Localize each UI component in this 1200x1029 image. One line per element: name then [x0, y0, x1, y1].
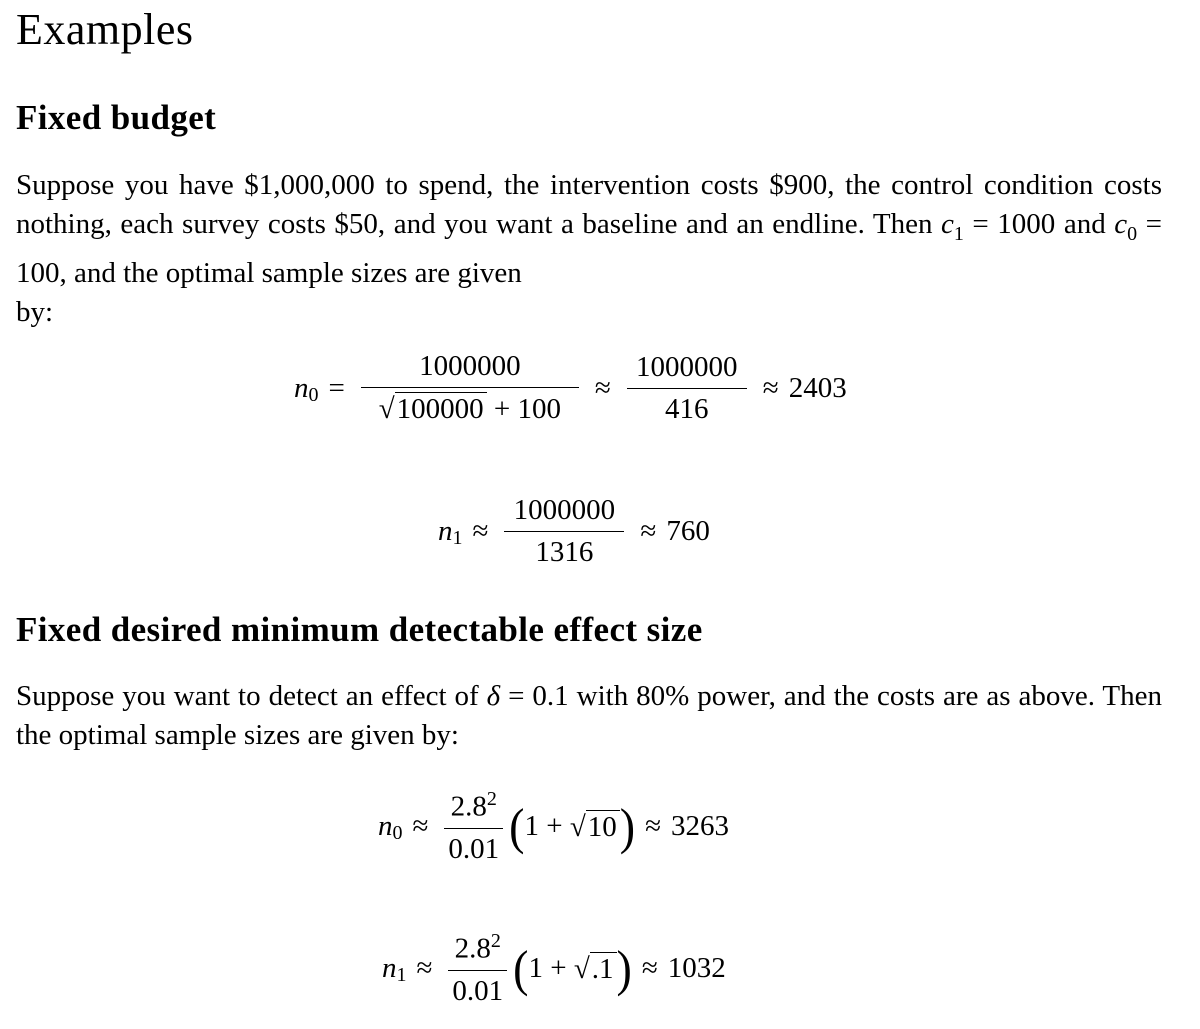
eq-relation: ≈: [645, 810, 662, 843]
sqrt-radicand: 100000: [395, 392, 487, 426]
sqrt-icon: √: [573, 952, 590, 985]
eq-result: 760: [666, 515, 710, 547]
paren-open: (: [509, 798, 525, 855]
sqrt: [379, 392, 487, 426]
section-heading-fixed-mde: Fixed desired minimum detectable effect size: [16, 610, 703, 649]
eq-lhs-var: n: [378, 810, 393, 843]
eq-lhs-var: n: [294, 371, 309, 404]
fraction: [448, 930, 507, 1008]
sqrt-radicand: .1: [590, 952, 617, 986]
fraction-denominator: 0.01: [444, 828, 503, 866]
var-c: c: [1114, 208, 1128, 240]
eq-result: 2403: [788, 371, 847, 404]
denominator-rest: + 100: [486, 393, 561, 425]
var-c: c: [941, 208, 954, 240]
eq-lhs-var: n: [438, 515, 453, 547]
para-line: endline. Then: [772, 208, 942, 240]
page-title: Examples: [16, 5, 194, 54]
para-line: condition costs nothing, each survey costs $50, and you want a baseline and an: [16, 169, 1163, 240]
sqrt-icon: √: [378, 393, 395, 425]
fraction-denominator: 1316: [504, 531, 624, 569]
eq-lhs-sub: 1: [396, 964, 407, 987]
para-text: = 0.1 with 80% power, and the costs: [500, 680, 936, 712]
paragraph-fixed-budget: [16, 166, 1162, 332]
equation-n1-budget: [438, 494, 710, 569]
para-line: by:: [16, 295, 54, 328]
para-text: = 1000 and: [963, 208, 1115, 240]
fraction-denominator: 0.01: [448, 970, 507, 1008]
sqrt: [574, 952, 617, 986]
numerator-base: 2.8: [454, 932, 491, 965]
var-sub: 1: [953, 222, 964, 245]
eq-relation: ≈: [640, 515, 657, 547]
equation-n0-mde: [378, 788, 729, 866]
eq-lhs-sub: 0: [308, 383, 319, 406]
fraction-numerator: [451, 930, 505, 970]
numerator-exponent: 2: [490, 930, 501, 952]
eq-relation: ≈: [412, 810, 429, 843]
eq-result: 1032: [667, 952, 726, 985]
eq-relation: ≈: [594, 371, 611, 404]
fraction-numerator: 1000000: [419, 350, 521, 382]
fraction-numerator: [447, 788, 501, 828]
var-delta: δ: [486, 680, 501, 712]
fraction-denominator: [361, 387, 579, 426]
section-heading-fixed-budget: Fixed budget: [16, 98, 217, 137]
eq-relation: ≈: [641, 952, 658, 985]
eq-relation: ≈: [416, 952, 433, 985]
eq-relation: ≈: [472, 515, 489, 547]
fraction: [627, 351, 747, 426]
fraction-denominator: 416: [627, 388, 747, 426]
one-plus: 1 +: [528, 952, 574, 985]
equation-n1-mde: [382, 930, 726, 1008]
equation-n0-budget: [294, 350, 847, 426]
eq-relation: =: [328, 371, 345, 404]
eq-lhs-sub: 1: [452, 527, 463, 549]
eq-lhs-sub: 0: [392, 822, 403, 845]
sqrt-radicand: 10: [586, 810, 620, 844]
numerator-base: 2.8: [450, 790, 487, 823]
para-line: Suppose you want to detect an effect of: [16, 680, 487, 712]
numerator-exponent: 2: [486, 788, 497, 810]
para-text: = 100, and the optimal sample sizes are given: [16, 208, 1163, 289]
var-sub: 0: [1127, 222, 1138, 245]
sqrt-icon: √: [569, 810, 586, 843]
fraction: [504, 494, 624, 569]
fraction-numerator: 1000000: [636, 350, 738, 383]
fraction: [444, 788, 503, 866]
eq-relation: ≈: [762, 371, 779, 404]
fraction-numerator: 1000000: [513, 494, 616, 526]
one-plus: 1 +: [524, 810, 570, 843]
sqrt: [570, 810, 620, 844]
eq-result: 3263: [671, 810, 730, 843]
fraction: [361, 350, 579, 426]
eq-lhs-var: n: [382, 952, 397, 985]
paren-open: (: [513, 940, 529, 997]
paragraph-fixed-mde: [16, 677, 1162, 755]
paren-close: ): [616, 940, 632, 997]
para-line: are as above. Then the optimal sample sizes are given by:: [16, 680, 1163, 751]
paren-close: ): [619, 798, 636, 855]
para-line: Suppose you have $1,000,000 to spend, the intervention costs $900, the control: [16, 169, 974, 201]
